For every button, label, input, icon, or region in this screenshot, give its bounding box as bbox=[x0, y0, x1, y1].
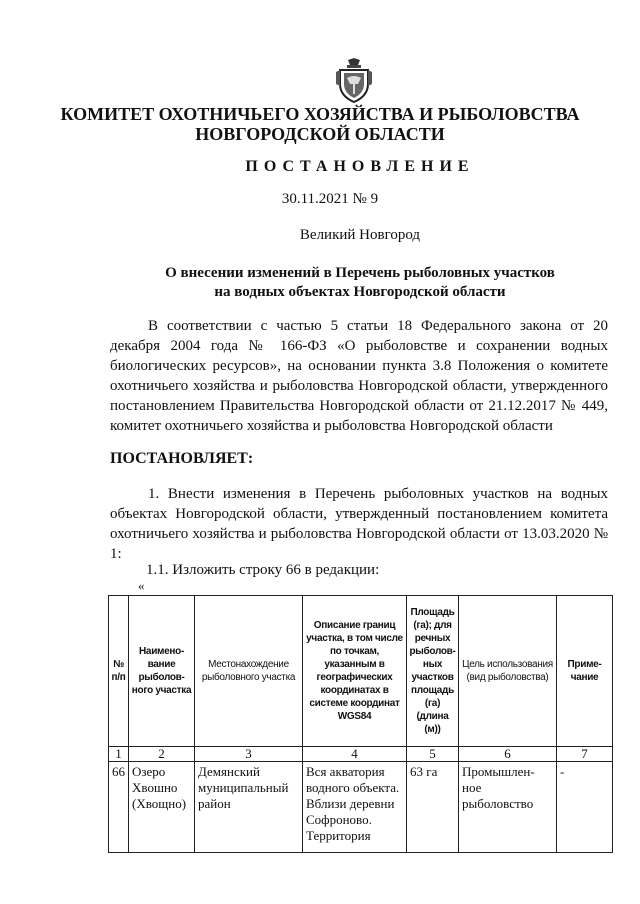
column-number: 4 bbox=[303, 747, 407, 762]
table-column-numbers-row bbox=[109, 747, 613, 762]
coat-of-arms-icon bbox=[334, 58, 374, 104]
cell-purpose: Промышлен-ное рыболовство bbox=[459, 762, 557, 853]
decree-heading: ПОСТАНОВЛЯЕТ: bbox=[110, 450, 254, 467]
cell-number: 66 bbox=[109, 762, 129, 853]
header-note: Приме-чание bbox=[557, 596, 613, 747]
column-number: 3 bbox=[195, 747, 303, 762]
document-city: Великий Новгород bbox=[299, 227, 421, 243]
header-location: Местонахождение рыболовного участка bbox=[195, 596, 303, 747]
preamble-paragraph: В соответствии с частью 5 статьи 18 Федерального закона от 20 декабря 2004 года № 166-ФЗ «О рыболовстве и сохранении водных биологических ресурсов», на основании пункта 3.8 Положения о комитете охотничьего хозяйства и рыболовства Новгородской области, утвержденного постановлением Правительства Новгородской области от 21.12.2017 № 449, комитет охотничьего хозяйства и рыболовства Новгородской области bbox=[110, 318, 608, 434]
document-type: ПОСТАНОВЛЕНИЕ bbox=[245, 158, 475, 175]
column-number: 2 bbox=[129, 747, 195, 762]
column-number: 1 bbox=[109, 747, 129, 762]
cell-area-name: Озеро Хвошно (Хвощно) bbox=[129, 762, 195, 853]
document-date-number: 30.11.2021 № 9 bbox=[281, 191, 379, 207]
organization-title bbox=[0, 104, 640, 144]
opening-quote: « bbox=[138, 578, 145, 593]
column-number: 6 bbox=[459, 747, 557, 762]
document-subject bbox=[40, 264, 640, 302]
fishing-areas-table bbox=[108, 595, 613, 853]
column-number: 5 bbox=[407, 747, 459, 762]
subject-line-1: О внесении изменений в Перечень рыболовных участков bbox=[165, 265, 555, 281]
header-area-size: Площадь (га); для речных рыболов-ных участков площадь (га) (длина (м)) bbox=[407, 596, 459, 747]
column-number: 7 bbox=[557, 747, 613, 762]
cell-area-size: 63 га bbox=[407, 762, 459, 853]
clause-1-1-paragraph: 1.1. Изложить строку 66 в редакции: bbox=[146, 562, 380, 578]
header-boundaries: Описание границ участка, в том числе по точкам, указанным в географических координатах в системе координат WGS84 bbox=[303, 596, 407, 747]
header-area-name: Наимено-вание рыболов-ного участка bbox=[129, 596, 195, 747]
table-header-row bbox=[109, 596, 613, 747]
cell-note: - bbox=[557, 762, 613, 853]
cell-location: Демянский муниципальный район bbox=[195, 762, 303, 853]
header-number: № п/п bbox=[109, 596, 129, 747]
organization-line-2: НОВГОРОДСКОЙ ОБЛАСТИ bbox=[195, 124, 445, 144]
clause-1-paragraph: 1. Внести изменения в Перечень рыболовных участков на водных объектах Новгородской области, утвержденный постановлением комитета охотничьего хозяйства и рыболовства Новгородской области от 13.03.2020 № 1: bbox=[110, 486, 608, 562]
cell-boundaries: Вся акватория водного объекта. Вблизи деревни Софроново. Территория bbox=[303, 762, 407, 853]
header-purpose: Цель использования (вид рыболовства) bbox=[459, 596, 557, 747]
subject-line-2: на водных объектах Новгородской области bbox=[214, 284, 506, 300]
organization-line-1: КОМИТЕТ ОХОТНИЧЬЕГО ХОЗЯЙСТВА И РЫБОЛОВСТВА bbox=[60, 104, 580, 124]
table-row bbox=[109, 762, 613, 853]
